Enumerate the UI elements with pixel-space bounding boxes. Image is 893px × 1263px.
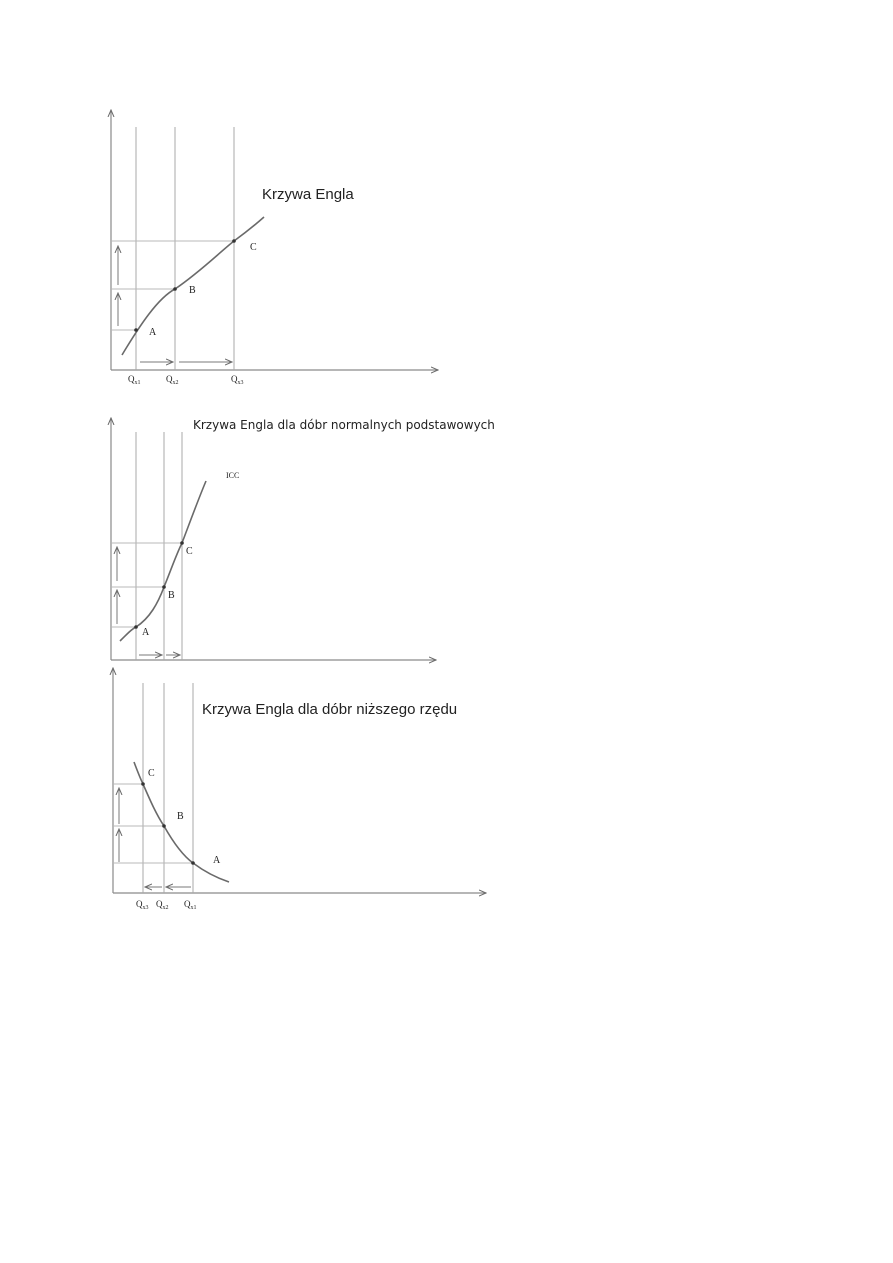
d1-title: Krzywa Engla <box>262 186 354 203</box>
d1-point-c-dot <box>232 239 236 243</box>
d3-point-a-dot <box>191 861 195 865</box>
d1-point-a-label: A <box>149 327 157 338</box>
d1-x-label-qx2: $Q_{x2}$ <box>166 374 179 386</box>
d1-x-label-qx3: $Q_{x3}$ <box>231 374 244 386</box>
d3-title: Krzywa Engla dla dóbr niższego rzędu <box>202 701 458 718</box>
d2-point-b-label: B <box>168 590 175 601</box>
d2-point-b-dot <box>162 585 166 589</box>
d1-point-a-dot <box>134 328 138 332</box>
d2-point-c-label: C <box>186 546 193 557</box>
d1-x-label-qx1: $Q_{x1}$ <box>128 374 141 386</box>
d2-point-c-dot <box>180 541 184 545</box>
d2-title: Krzywa Engla dla dóbr normalnych podstawowych <box>193 418 495 432</box>
d2-curve-label-icc: ICC <box>226 471 240 480</box>
d2-engel-curve <box>120 481 206 641</box>
diagram-3-engel-inferior-goods <box>113 668 486 911</box>
d3-x-label-qx3: $Q_{x3}$ <box>136 899 149 911</box>
d3-point-b-label: B <box>177 811 184 822</box>
d1-point-b-label: B <box>189 285 196 296</box>
diagram-2-engel-normal-goods <box>111 418 495 660</box>
d2-point-a-label: A <box>142 627 150 638</box>
d3-x-label-qx1: $Q_{x1}$ <box>184 899 197 911</box>
d3-point-b-dot <box>162 824 166 828</box>
d3-x-label-qx2: $Q_{x2}$ <box>156 899 169 911</box>
diagram-1-engel-curve <box>111 110 438 386</box>
d1-point-b-dot <box>173 287 177 291</box>
d2-point-a-dot <box>134 625 138 629</box>
d3-point-c-label: C <box>148 768 155 779</box>
d1-point-c-label: C <box>250 242 257 253</box>
d3-point-a-label: A <box>213 855 221 866</box>
d3-point-c-dot <box>141 782 145 786</box>
